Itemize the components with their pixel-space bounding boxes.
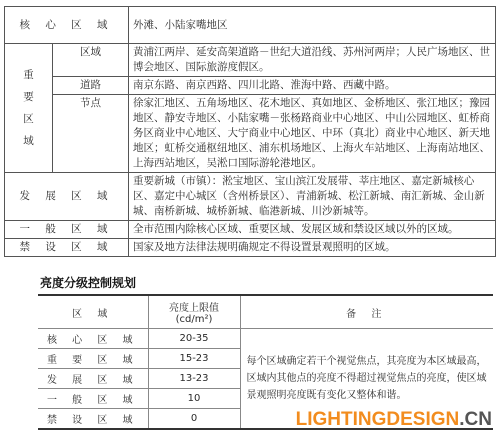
subzone-label-node: 节点 (53, 95, 129, 173)
row-area: 重 要 区 域 (38, 349, 148, 369)
row-area: 禁 设 区 域 (38, 409, 148, 430)
watermark-part1: LIGHTINGDESIGN (295, 409, 460, 430)
row-area: 一 般 区 域 (38, 389, 148, 409)
zoning-row-important-node (5, 95, 496, 173)
zone-name-prohibited: 禁 设 区 域 (5, 239, 129, 257)
zoning-row-prohibited (5, 239, 496, 257)
zoning-row-important-area (5, 44, 496, 77)
subzone-content-road: 南京东路、南京西路、四川北路、淮海中路、西藏中路。 (129, 77, 496, 95)
header-area: 区 域 (38, 295, 148, 329)
zone-content-prohibited: 国家及地方法律法规明确规定不得设置景观照明的区域。 (129, 239, 496, 257)
brightness-heading: 亮度分级控制规划 (40, 276, 137, 290)
row-area: 发 展 区 域 (38, 369, 148, 389)
watermark-logo (296, 409, 492, 431)
header-limit: 亮度上限值 (cd/m²) (148, 295, 240, 329)
row-area: 核 心 区 域 (38, 329, 148, 349)
row-value: 20-35 (148, 329, 240, 349)
subzone-content-node: 徐家汇地区、五角场地区、花木地区、真如地区、金桥地区、张江地区；豫园地区、静安寺地区、小陆家嘴－张杨路商业中心地区、中山公园地区、虹桥商务区商业中心地区、大宁商业中心地区、中环（真北）商业中心地区、新天地地区；虹桥交通枢纽地区、浦东机场地区、上海火车站地区、上海南站地区、上海西站地区，吴淞口国际游轮港地区。 (129, 95, 496, 173)
zoning-row-important-road (5, 77, 496, 95)
zone-name-general: 一 般 区 域 (5, 221, 129, 239)
row-value: 15-23 (148, 349, 240, 369)
zoning-table (4, 6, 496, 257)
subzone-label-area: 区域 (53, 44, 129, 77)
brightness-header-row (38, 295, 493, 329)
subzone-content-area: 黄浦江两岸、延安高架道路－世纪大道沿线、苏州河两岸；人民广场地区、世博会地区、国际旅游度假区。 (129, 44, 496, 77)
zoning-row-general (5, 221, 496, 239)
zoning-row-development (5, 173, 496, 221)
zone-content-core: 外滩、小陆家嘴地区 (129, 7, 496, 44)
subzone-label-road: 道路 (53, 77, 129, 95)
row-value: 0 (148, 409, 240, 430)
zone-name-core: 核 心 区 域 (5, 7, 129, 44)
remark-text: 每个区域确定若干个视觉焦点，其亮度为本区域最高，区域内其他点的亮度不得超过视觉焦点的亮度，使区域景观照明亮度既有变化又整体和谐。 (240, 329, 493, 430)
zone-name-important: 重 要 区 域 (5, 44, 53, 173)
brightness-row (38, 329, 493, 349)
zone-content-development: 重要新城（市镇）：淞宝地区、宝山滨江发展带、莘庄地区、嘉定新城核心区、嘉定中心城区（含州桥景区）、青浦新城、松江新城、南汇新城、金山新城、南桥新城、城桥新城、临港新城、川沙新城等。 (129, 173, 496, 221)
row-value: 13-23 (148, 369, 240, 389)
zone-content-general: 全市范围内除核心区域、重要区域、发展区域和禁设区域以外的区域。 (129, 221, 496, 239)
zoning-row-core (5, 7, 496, 44)
watermark-part2: .CN (459, 409, 492, 430)
header-remark: 备 注 (240, 295, 493, 329)
zone-name-development: 发 展 区 域 (5, 173, 129, 221)
row-value: 10 (148, 389, 240, 409)
